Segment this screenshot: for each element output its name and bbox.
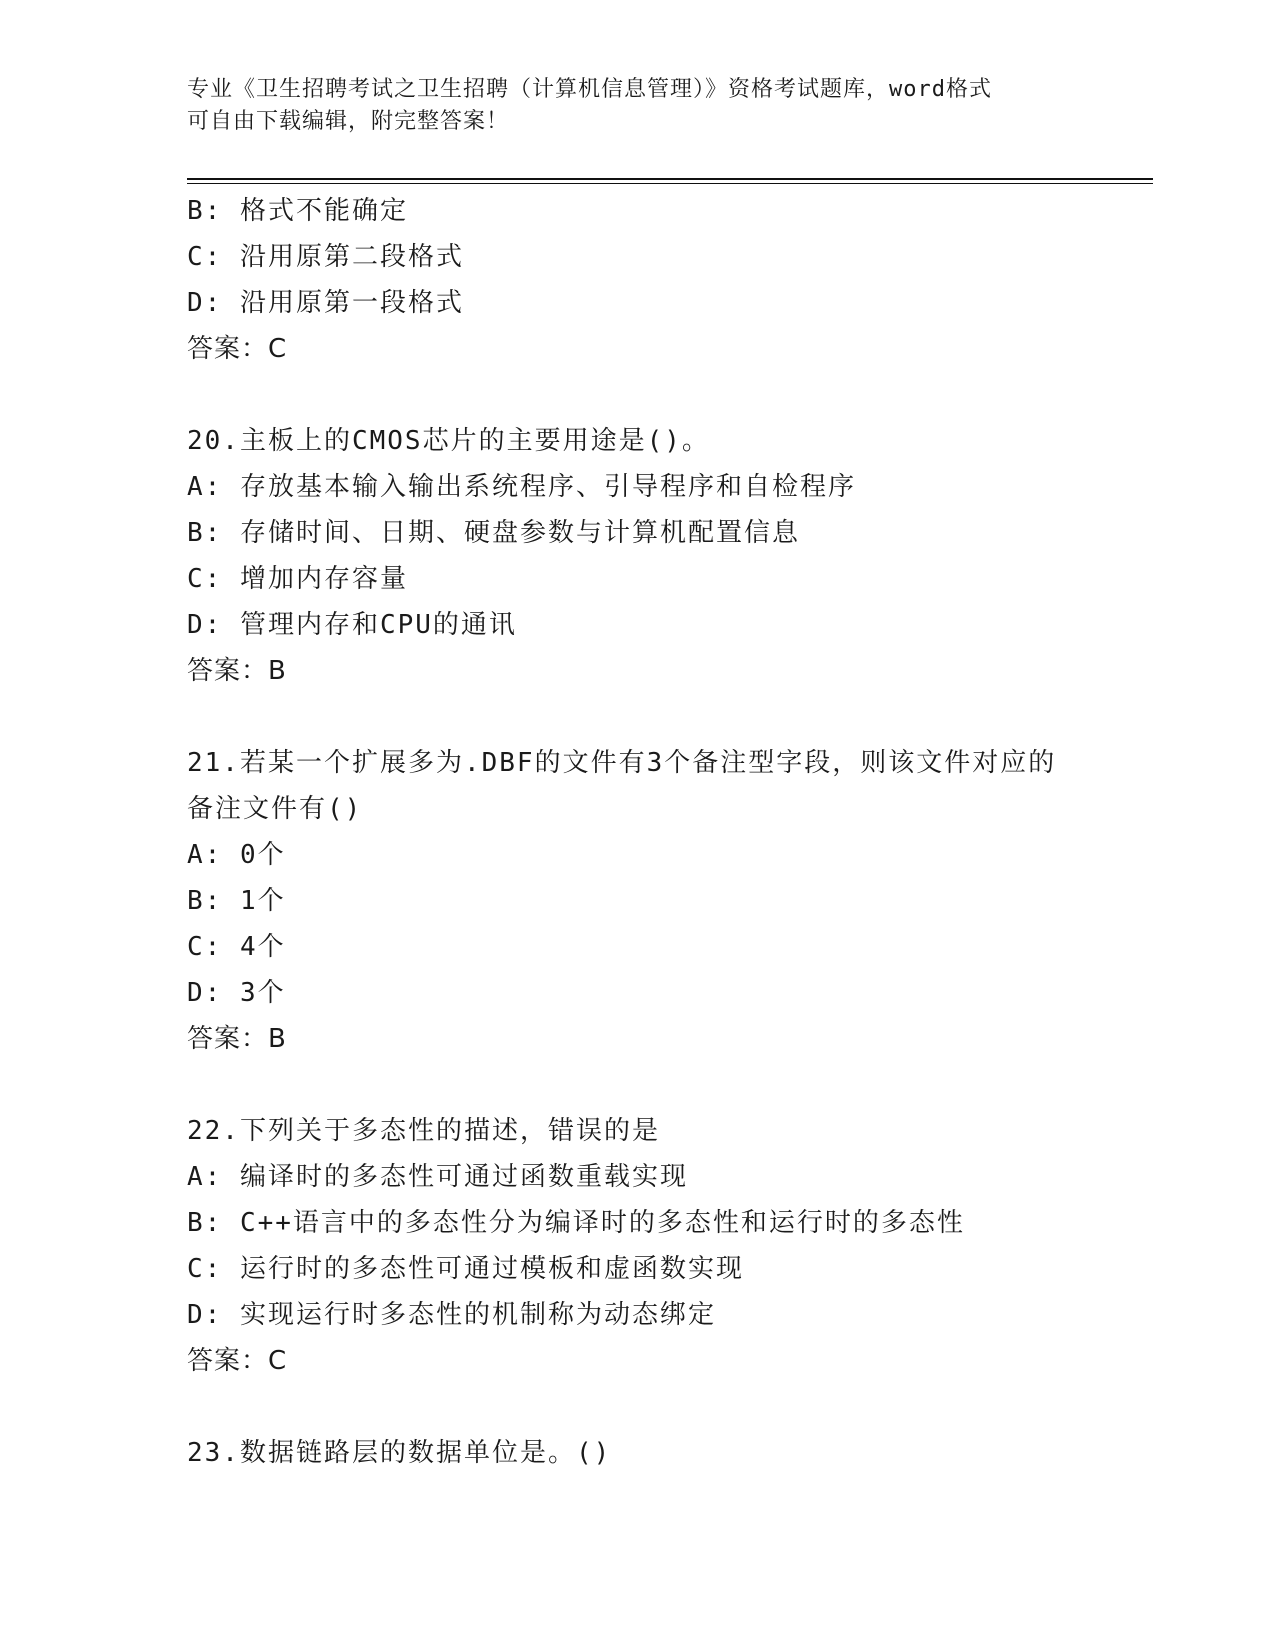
option-c: C: 沿用原第二段格式: [187, 242, 464, 272]
option-a: A: 0个: [187, 840, 286, 870]
option-c: C: 4个: [187, 932, 286, 962]
answer: 答案：B: [187, 1024, 287, 1054]
spacer: [187, 1384, 1153, 1430]
option-d: D: 沿用原第一段格式: [187, 288, 464, 318]
answer: 答案：C: [187, 334, 288, 364]
header-divider-thin: [187, 183, 1153, 184]
question-23: [187, 1430, 1153, 1476]
header-title-line-2: 可自由下载编辑，附完整答案！: [187, 109, 510, 134]
question-22: [187, 1108, 1153, 1384]
spacer: [187, 372, 1153, 418]
option-a: A: 存放基本输入输出系统程序、引导程序和自检程序: [187, 472, 856, 502]
question-list: [187, 188, 1153, 1476]
question-stem: 20.主板上的CMOS芯片的主要用途是()。: [187, 426, 710, 456]
answer: 答案：C: [187, 1346, 288, 1376]
question-stem: 23.数据链路层的数据单位是。(): [187, 1438, 612, 1468]
answer: 答案：B: [187, 656, 287, 686]
question-stem-line-1: 21.若某一个扩展多为.DBF的文件有3个备注型字段，则该文件对应的: [187, 748, 1057, 778]
question-stem-line-2: 备注文件有(): [187, 794, 363, 824]
spacer: [187, 1062, 1153, 1108]
option-d: D: 3个: [187, 978, 286, 1008]
document-header: [187, 74, 1087, 138]
question-stem: 22.下列关于多态性的描述，错误的是: [187, 1116, 660, 1146]
header-title-line-1: 专业《卫生招聘考试之卫生招聘（计算机信息管理）》资格考试题库，word格式: [187, 77, 992, 102]
option-b: B: 格式不能确定: [187, 196, 408, 226]
question-21: [187, 740, 1153, 1062]
option-a: A: 编译时的多态性可通过函数重载实现: [187, 1162, 688, 1192]
spacer: [187, 694, 1153, 740]
question-20: [187, 418, 1153, 694]
option-d: D: 实现运行时多态性的机制称为动态绑定: [187, 1300, 716, 1330]
header-divider-thick: [187, 178, 1153, 180]
option-d: D: 管理内存和CPU的通讯: [187, 610, 517, 640]
option-b: B: 存储时间、日期、硬盘参数与计算机配置信息: [187, 518, 800, 548]
option-c: C: 增加内存容量: [187, 564, 408, 594]
option-c: C: 运行时的多态性可通过模板和虚函数实现: [187, 1254, 744, 1284]
question-19: [187, 188, 1153, 372]
option-b: B: C++语言中的多态性分为编译时的多态性和运行时的多态性: [187, 1208, 965, 1238]
option-b: B: 1个: [187, 886, 286, 916]
